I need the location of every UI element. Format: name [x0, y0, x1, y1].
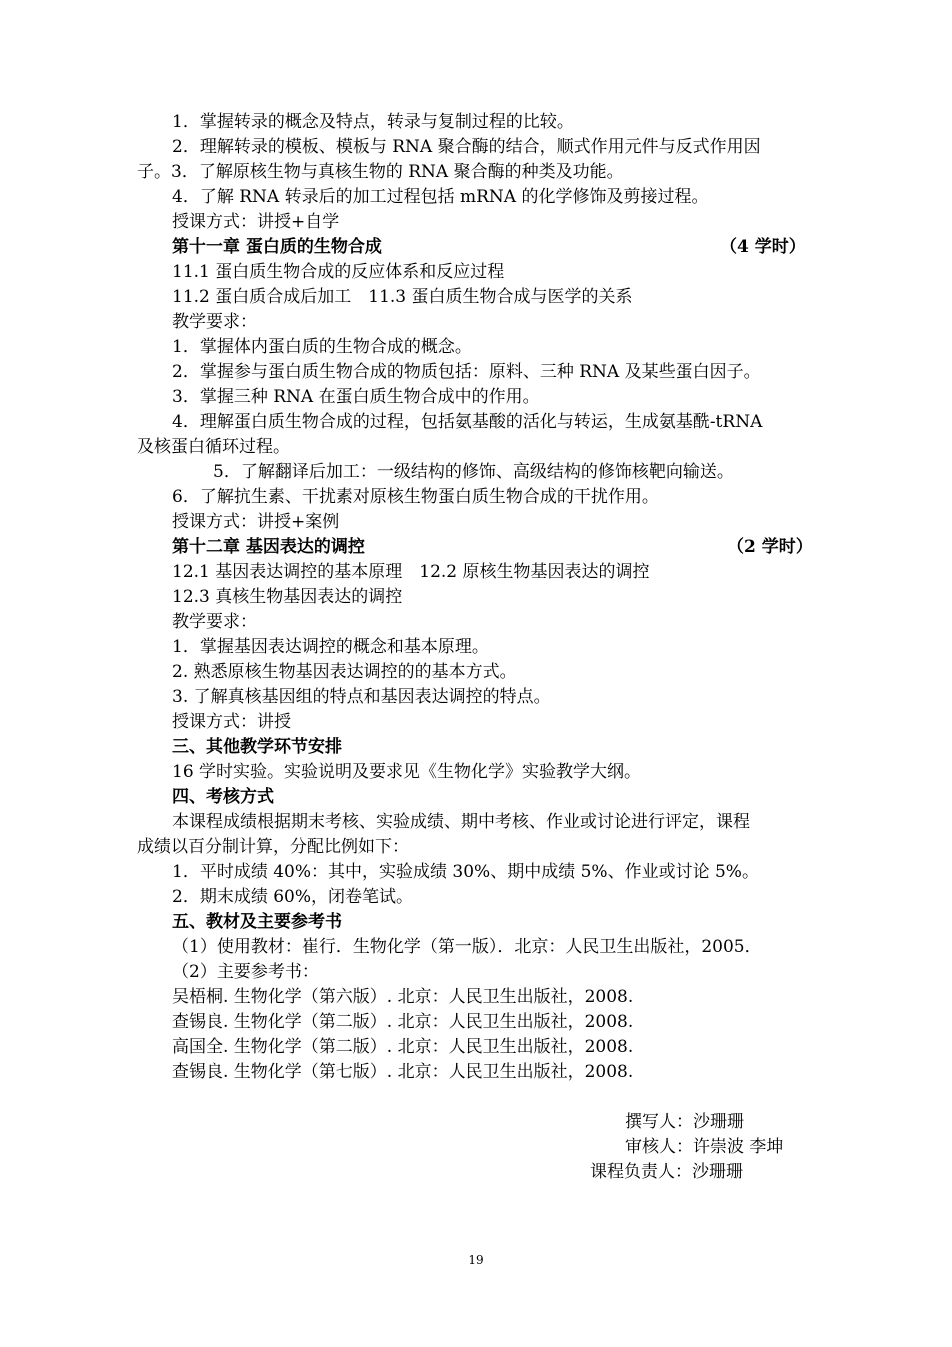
text-line: 11.2 蛋白质合成后加工 11.3 蛋白质生物合成与医学的关系 — [172, 287, 633, 307]
page-number: 19 — [468, 1253, 484, 1267]
text-line: 4．理解蛋白质生物合成的过程，包括氨基酸的活化与转运，生成氨基酰-tRNA — [172, 412, 763, 432]
text-line: 12.1 基因表达调控的基本原理 12.2 原核生物基因表达的调控 — [172, 562, 650, 582]
text-line: 及核蛋白循环过程。 — [137, 437, 290, 457]
reference-item: 查锡良. 生物化学（第二版）. 北京：人民卫生出版社，2008. — [172, 1012, 634, 1032]
chapter-11-title: 第十一章 蛋白质的生物合成 — [172, 237, 382, 257]
text-line: 教学要求： — [172, 612, 257, 632]
chapter-12-hours: （2 学时） — [727, 537, 813, 557]
text-line: 3. 了解真核基因组的特点和基因表达调控的特点。 — [172, 687, 551, 707]
text-line: 教学要求： — [172, 312, 257, 332]
text-line: 5．了解翻译后加工：一级结构的修饰、高级结构的修饰核靶向输送。 — [213, 462, 734, 482]
signature-reviewer: 审核人：许崇波 李坤 — [625, 1137, 784, 1157]
text-line: 本课程成绩根据期末考核、实验成绩、期中考核、作业或讨论进行评定，课程 — [172, 812, 750, 832]
text-line: 2．掌握参与蛋白质生物合成的物质包括：原料、三种 RNA 及某些蛋白因子。 — [172, 362, 761, 382]
text-line: 16 学时实验。实验说明及要求见《生物化学》实验教学大纲。 — [172, 762, 642, 782]
chapter-11-hours: （4 学时） — [720, 237, 806, 257]
teaching-method: 授课方式：讲授+自学 — [172, 212, 340, 232]
text-line: 11.1 蛋白质生物合成的反应体系和反应过程 — [172, 262, 505, 282]
text-line: （2）主要参考书： — [172, 962, 319, 982]
text-line: 12.3 真核生物基因表达的调控 — [172, 587, 403, 607]
teaching-method: 授课方式：讲授 — [172, 712, 291, 732]
section-4-heading: 四、考核方式 — [172, 787, 274, 807]
text-line: 4．了解 RNA 转录后的加工过程包括 mRNA 的化学修饰及剪接过程。 — [172, 187, 709, 207]
text-line: 3．掌握三种 RNA 在蛋白质生物合成中的作用。 — [172, 387, 540, 407]
text-line: 1．掌握体内蛋白质的生物合成的概念。 — [172, 337, 472, 357]
text-line: 1．掌握基因表达调控的概念和基本原理。 — [172, 637, 489, 657]
text-line: 1．掌握转录的概念及特点，转录与复制过程的比较。 — [172, 112, 574, 132]
text-line: 成绩以百分制计算，分配比例如下： — [137, 837, 409, 857]
reference-item: 查锡良. 生物化学（第七版）. 北京：人民卫生出版社，2008. — [172, 1062, 634, 1082]
text-line: （1）使用教材：崔行．生物化学（第一版）．北京：人民卫生出版社，2005． — [172, 937, 762, 957]
signature-author: 撰写人：沙珊珊 — [625, 1112, 744, 1132]
section-5-heading: 五、教材及主要参考书 — [172, 912, 342, 932]
text-line: 子。3．了解原核生物与真核生物的 RNA 聚合酶的种类及功能。 — [137, 162, 624, 182]
text-line: 1．平时成绩 40%：其中，实验成绩 30%、期中成绩 5%、作业或讨论 5%。 — [172, 862, 759, 882]
teaching-method: 授课方式：讲授+案例 — [172, 512, 340, 532]
text-line: 2．理解转录的模板、模板与 RNA 聚合酶的结合，顺式作用元件与反式作用因 — [172, 137, 761, 157]
text-line: 2．期末成绩 60%，闭卷笔试。 — [172, 887, 414, 907]
signature-owner: 课程负责人：沙珊珊 — [590, 1162, 743, 1182]
text-line: 2. 熟悉原核生物基因表达调控的的基本方式。 — [172, 662, 517, 682]
section-3-heading: 三、其他教学环节安排 — [172, 737, 342, 757]
reference-item: 吴梧桐. 生物化学（第六版）. 北京：人民卫生出版社，2008. — [172, 987, 634, 1007]
reference-item: 高国全. 生物化学（第二版）. 北京：人民卫生出版社，2008. — [172, 1037, 634, 1057]
text-line: 6．了解抗生素、干扰素对原核生物蛋白质生物合成的干扰作用。 — [172, 487, 659, 507]
chapter-12-title: 第十二章 基因表达的调控 — [172, 537, 365, 557]
